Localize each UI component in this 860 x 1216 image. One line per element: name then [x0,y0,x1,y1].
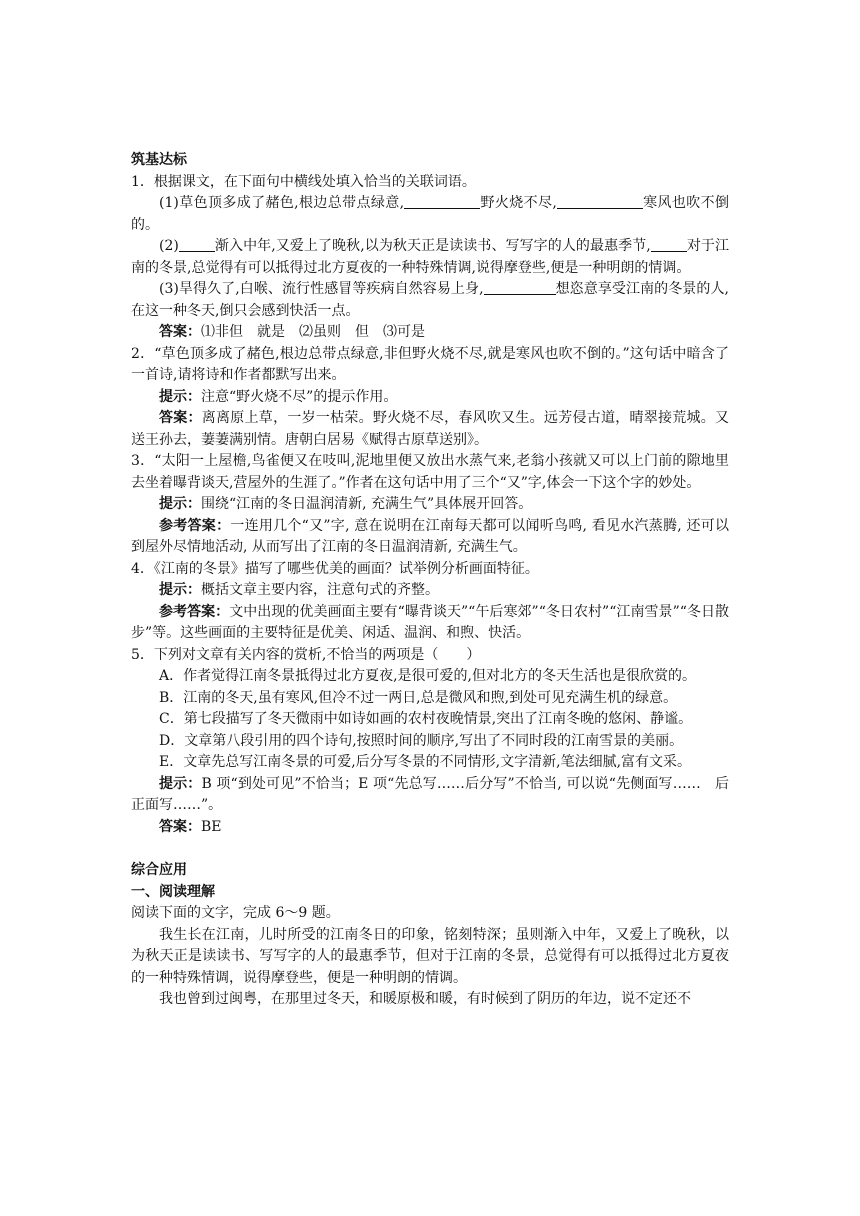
reading-paragraph-1: 我生长在江南，儿时所受的江南冬日的印象，铭刻特深；虽则渐入中年，又爱上了晚秋，以为秋天正是读读书、写写字的人的最惠季节，但对于江南的冬景，总觉得有可以抵得过北方夏夜的一种特殊情调，说得摩登些，便是一种明朗的情调。 [131,926,729,986]
subsection-title: 一、阅读理解 [131,883,215,900]
reading-paragraph-2: 我也曾到过闽粤，在那里过冬天，和暖原极和暖，有时候到了阴历的年边，说不定还不 [159,991,691,1007]
question-5-answer: 答案：BE [159,818,222,835]
question-1-item-3: (3)旱得久了,白喉、流行性感冒等疾病自然容易上身, 想恣意享受江南的冬景的人,在这一种冬天,倒只会感到快活一点。 [131,281,729,319]
section-title-2: 综合应用 [131,862,187,878]
question-3-hint: 提示：围绕“江南的冬日温润清新, 充满生气”具体展开回答。 [159,496,533,512]
question-2-stem: 2．“草色顶多成了赭色,根边总带点绿意,非但野火烧不尽,就是寒风也吹不倒的。”这句话中暗含了一首诗,请将诗和作者都默写出来。 [131,345,729,383]
option-d[interactable]: D．文章第八段引用的四个诗句,按照时间的顺序,写出了不同时段的江南雪景的美丽。 [159,732,684,749]
question-3-stem: 3．“太阳一上屋檐,鸟雀便又在吱叫,泥地里便又放出水蒸气来,老翁小孩就又可以上门前的隙地里去坐着曝背谈天,营屋外的生涯了。”作者在这句话中用了三个“又”字,体会一下这个字的妙处。 [131,453,729,491]
blank-4[interactable] [651,237,687,252]
option-a[interactable]: A．作者觉得江南冬景抵得过北方夏夜,是很可爱的,但对北方的冬天生活也是很欣赏的。 [159,668,697,684]
blank-3[interactable] [179,237,215,252]
question-3-answer: 参考答案：一连用几个“又”字, 意在说明在江南每天都可以闻听鸟鸣, 看见水汽蒸腾, 还可以到屋外尽情地活动, 从而写出了江南的冬日温润清新, 充满生气。 [131,517,730,555]
question-2-hint: 提示：注意“野火烧不尽”的提示作用。 [159,388,398,405]
blank-1[interactable] [404,194,480,209]
question-2-answer: 答案：离离原上草，一岁一枯荣。野火烧不尽，春风吹又生。远芳侵古道，晴翠接荒城。又送王孙去，萋萋满别情。唐朝白居易《赋得古原草送别》。 [131,410,730,448]
document-page [131,150,729,1011]
section-title: 筑基达标 [131,152,187,168]
question-5-hint: 提示：B 项“到处可见”不恰当；E 项“先总写……后分写”不恰当, 可以说“先侧面写…… 后正面写……”。 [131,775,730,813]
question-4-stem: 4．《江南的冬景》描写了哪些优美的画面？试举例分析画面特征。 [131,560,539,577]
reading-intro: 阅读下面的文字，完成 6～9 题。 [131,905,340,921]
question-1-item-1: (1)草色顶多成了赭色,根边总带点绿意, 野火烧不尽, 寒风也吹不倒的。 [131,195,730,233]
option-b[interactable]: B．江南的冬天,虽有寒风,但冷不过一两日,总是微风和煦,到处可见充满生机的绿意。 [159,689,678,706]
question-1-answer: 答案：⑴非但 就是 ⑵虽则 但 ⑶可是 [159,324,425,340]
option-c[interactable]: C．第七段描写了冬天微雨中如诗如画的农村夜晚情景,突出了江南冬晚的悠闲、静谧。 [159,711,693,727]
question-5-stem: 5．下列对文章有关内容的赏析,不恰当的两项是（ ） [131,646,481,663]
option-e[interactable]: E．文章先总写江南冬景的可爱,后分写冬景的不同情形,文字清新,笔法细腻,富有文采。 [159,754,692,770]
blank-2[interactable] [557,194,643,209]
question-4-answer: 参考答案：文中出现的优美画面主要有“曝背谈天”“午后寒郊”“冬日农村”“江南雪景”“冬日散步”等。这些画面的主要特征是优美、闲适、温润、和煦、快活。 [131,603,729,641]
question-1-stem: 1．根据课文，在下面句中横线处填入恰当的关联词语。 [131,173,476,190]
blank-5[interactable] [484,280,556,295]
question-4-hint: 提示：概括文章主要内容，注意句式的齐整。 [159,582,439,598]
question-1-item-2: (2) 渐入中年,又爱上了晚秋,以为秋天正是读读书、写写字的人的最惠季节, 对于江南的冬景,总觉得有可以抵得过北方夏夜的一种特殊情调,说得摩登些,便是一种明朗的情调。 [131,238,729,276]
